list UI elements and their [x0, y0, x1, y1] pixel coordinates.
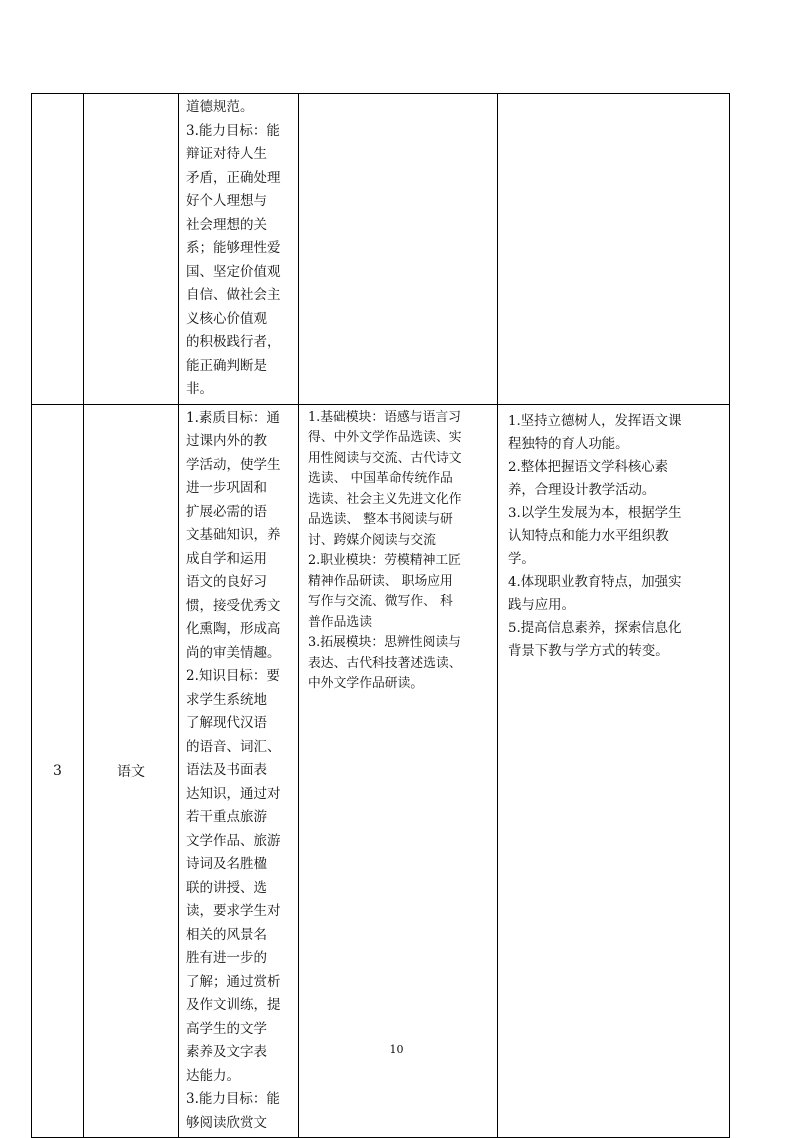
course-number: 3 [32, 404, 84, 1138]
text-line: 4.体现职业教育特点，加强实 [508, 574, 682, 590]
text-line: 文学作品、旅游 [186, 832, 281, 849]
text-line: 能正确判断是 [186, 357, 267, 374]
text-line: 程独特的育人功能。 [508, 436, 629, 452]
subject-cell [84, 94, 179, 405]
text-line: 自信、做社会主 [186, 287, 281, 303]
number-cell [32, 94, 84, 405]
text-line: 达知识，通过对 [186, 785, 281, 802]
text-line: 3.拓展模块：思辨性阅读与 [308, 635, 461, 650]
text-line: 中外文学作品研读。 [308, 676, 424, 691]
content-cell [299, 404, 498, 1138]
text-line: 矛盾，正确处理 [186, 169, 281, 186]
text-line: 及作文训练，提 [186, 997, 281, 1013]
text-line: 2.职业模块：劳模精神工匠 [308, 553, 461, 568]
table-row-continued [32, 94, 730, 405]
text-line: 联的讲授、选 [186, 879, 267, 896]
course-subject: 语文 [84, 404, 179, 1138]
text-line: 3.能力目标：能 [186, 122, 280, 139]
table-row [32, 404, 730, 1138]
text-line: 的语音、词汇、 [186, 738, 281, 755]
text-line: 胜有进一步的 [186, 950, 267, 966]
text-line: 够阅读欣赏文 [186, 1114, 267, 1131]
text-line: 1.坚持立德树人，发挥语文课 [508, 413, 682, 429]
page-number: 10 [389, 1043, 404, 1056]
text-line: 过课内外的教 [186, 433, 267, 449]
text-line: 选读、社会主义先进文化作 [308, 491, 462, 507]
text-line: 得、中外文学作品选读、实 [308, 430, 462, 445]
text-line: 品选读、 整本书阅读与研 [308, 512, 453, 527]
text-line: 文基础知识，养 [186, 527, 281, 543]
text-line: 2.知识目标：要 [186, 668, 280, 684]
text-line: 写作与交流、微写作、 科 [308, 594, 453, 609]
text-line: 用性阅读与交流、古代诗文 [308, 450, 462, 466]
text-line: 若干重点旅游 [186, 809, 267, 825]
text-line: 辩证对待人生 [186, 146, 267, 162]
text-line: 非。 [186, 381, 213, 397]
text-line: 语文的良好习 [186, 574, 267, 590]
text-line: 惯，接受优秀文 [186, 597, 281, 614]
text-line: 了解；通过赏析 [186, 973, 281, 990]
text-line: 学活动，使学生 [186, 456, 281, 473]
goals-cell [179, 404, 299, 1138]
requirements-cell [498, 94, 730, 405]
text-line: 1.素质目标：通 [186, 409, 280, 426]
text-line: 3.能力目标：能 [186, 1091, 280, 1107]
text-line: 诗词及名胜楹 [186, 856, 267, 872]
text-line: 读，要求学生对 [186, 903, 281, 919]
text-line: 认知特点和能力水平组织教 [508, 528, 669, 544]
curriculum-table [31, 93, 730, 1138]
text-line: 系；能够理性爱 [186, 240, 281, 256]
text-line: 扩展必需的语 [186, 503, 267, 520]
text-line: 的积极践行者， [186, 334, 281, 350]
text-line: 学。 [508, 551, 535, 567]
text-line: 国、坚定价值观 [186, 263, 281, 280]
text-line: 社会理想的关 [186, 216, 267, 233]
text-line: 达能力。 [186, 1067, 240, 1084]
text-line: 高学生的文学 [186, 1020, 267, 1037]
text-line: 成自学和运用 [186, 550, 267, 567]
text-line: 求学生系统地 [186, 691, 267, 708]
text-line: 道德规范。 [186, 99, 254, 115]
text-line: 进一步巩固和 [186, 480, 267, 496]
text-line: 普作品选读 [308, 614, 372, 630]
text-line: 精神作品研读、 职场应用 [308, 573, 453, 589]
goals-cell [179, 94, 299, 405]
text-line: 践与应用。 [508, 597, 575, 613]
text-line: 2.整体把握语文学科核心素 [508, 459, 669, 475]
text-line: 素养及文字表 [186, 1044, 267, 1060]
text-line: 1.基础模块：语感与语言习 [308, 409, 461, 425]
text-line: 好个人理想与 [186, 193, 267, 209]
text-line: 养，合理设计教学活动。 [508, 482, 656, 498]
text-line: 表达、古代科技著述选读、 [308, 655, 462, 671]
text-line: 化熏陶，形成高 [186, 621, 281, 637]
text-line: 语法及书面表 [186, 762, 267, 778]
text-line: 5.提高信息素养，探索信息化 [508, 620, 682, 636]
text-line: 义核心价值观 [186, 310, 267, 327]
text-line: 3.以学生发展为本，根据学生 [508, 505, 682, 521]
text-line: 了解现代汉语 [186, 715, 267, 731]
content-cell [299, 94, 498, 405]
text-line: 选读、 中国革命传统作品 [308, 471, 453, 486]
text-line: 相关的风景名 [186, 926, 267, 943]
text-line: 背景下教与学方式的转变。 [508, 643, 669, 659]
requirements-cell [498, 404, 730, 1138]
text-line: 尚的审美情趣。 [186, 644, 281, 661]
text-line: 讨、跨媒介阅读与交流 [308, 532, 436, 548]
